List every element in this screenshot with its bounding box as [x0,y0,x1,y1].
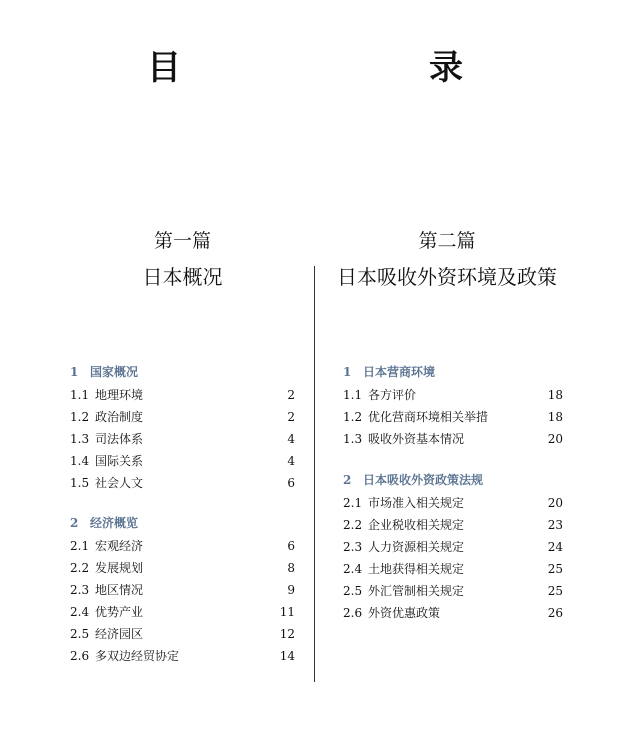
entry-page: 25 [547,562,563,576]
entry-page: 14 [279,649,295,663]
entry-page: 6 [287,539,295,553]
section-heading[interactable] [70,513,295,533]
entry-page: 24 [547,540,563,554]
entry-number: 2.5 [70,627,90,641]
toc-entry[interactable] [70,535,295,557]
section-number: 1 [343,365,352,379]
section-number: 2 [70,516,79,530]
entry-text: 政治制度 [95,410,144,424]
entry-number: 2.6 [343,606,363,620]
entry-number: 2.6 [70,649,90,663]
entry-page: 20 [547,496,563,510]
page-title: 目 录 [147,48,523,88]
toc-entry[interactable] [343,406,563,428]
entry-page: 4 [287,454,295,468]
entry-text: 司法体系 [95,432,144,446]
entry-number: 1.3 [343,432,363,446]
section-heading[interactable] [343,470,563,490]
entry-number: 2.2 [343,518,363,532]
entry-number: 1.2 [70,410,90,424]
entry-number: 1.4 [70,454,90,468]
entry-text: 地区情况 [95,583,144,597]
entry-text: 市场准入相关规定 [368,496,465,510]
entry-page: 23 [547,518,563,532]
entry-page: 6 [287,476,295,490]
toc-entry[interactable] [343,558,563,580]
part1-section-2 [70,513,295,667]
entry-number: 2.4 [343,562,363,576]
toc-entry[interactable] [70,579,295,601]
part1-title: 日本概况 [142,265,223,289]
entry-number: 2.3 [343,540,363,554]
toc-entry[interactable] [70,601,295,623]
entry-text: 各方评价 [368,388,417,402]
part2-column [337,226,563,624]
toc-entry[interactable] [343,492,563,514]
entry-number: 1.5 [70,476,90,490]
section-title: 日本吸收外资政策法规 [363,473,484,487]
part1-label: 第一篇 [153,230,211,252]
entry-text: 地理环境 [95,388,144,402]
entry-page: 8 [287,561,295,575]
toc-entry[interactable] [70,450,295,472]
toc-entry[interactable] [343,536,563,558]
part2-title: 日本吸收外资环境及政策 [337,265,557,289]
section-title: 经济概览 [90,516,139,530]
entry-page: 18 [547,410,563,424]
toc-entry[interactable] [343,384,563,406]
section-heading[interactable] [343,362,563,382]
entry-text: 企业税收相关规定 [368,518,465,532]
entry-number: 2.3 [70,583,90,597]
entry-text: 优势产业 [95,605,144,619]
section-heading[interactable] [70,362,295,382]
part1-column [70,226,295,667]
toc-entry[interactable] [70,645,295,667]
entry-number: 2.1 [70,539,90,553]
part2-section-2 [343,470,563,624]
entry-page: 9 [287,583,295,597]
entry-number: 2.5 [343,584,363,598]
entry-text: 多双边经贸协定 [95,649,180,663]
toc-entry[interactable] [70,428,295,450]
entry-text: 发展规划 [95,561,144,575]
entry-text: 人力资源相关规定 [368,540,465,554]
entry-number: 1.1 [70,388,90,402]
section-title: 日本营商环境 [363,365,436,379]
entry-page: 25 [547,584,563,598]
toc-entry[interactable] [70,623,295,645]
entry-text: 社会人文 [95,476,144,490]
entry-text: 土地获得相关规定 [368,562,465,576]
entry-page: 12 [279,627,295,641]
entry-text: 吸收外资基本情况 [368,432,465,446]
column-divider [314,266,315,682]
entry-text: 宏观经济 [95,539,144,553]
entry-number: 1.1 [343,388,363,402]
toc-entry[interactable] [70,557,295,579]
toc-entry[interactable] [343,602,563,624]
toc-entry[interactable] [70,406,295,428]
toc-entry[interactable] [343,514,563,536]
part2-section-1 [343,362,563,450]
section-number: 2 [343,473,352,487]
section-title: 国家概况 [90,365,139,379]
part1-section-1 [70,362,295,494]
entry-text: 优化营商环境相关举措 [368,410,489,424]
entry-number: 2.1 [343,496,363,510]
entry-page: 11 [279,605,295,619]
section-number: 1 [70,365,79,379]
entry-text: 外资优惠政策 [368,606,441,620]
entry-text: 经济园区 [95,627,144,641]
entry-page: 2 [287,388,295,402]
entry-text: 国际关系 [95,454,144,468]
entry-page: 20 [547,432,563,446]
entry-page: 4 [287,432,295,446]
toc-entry[interactable] [343,428,563,450]
entry-page: 2 [287,410,295,424]
entry-page: 18 [547,388,563,402]
toc-entry[interactable] [343,580,563,602]
toc-entry[interactable] [70,472,295,494]
part2-label: 第二篇 [418,230,476,252]
entry-number: 1.2 [343,410,363,424]
toc-entry[interactable] [70,384,295,406]
entry-text: 外汇管制相关规定 [368,584,465,598]
entry-page: 26 [547,606,563,620]
entry-number: 1.3 [70,432,90,446]
entry-number: 2.4 [70,605,90,619]
entry-number: 2.2 [70,561,90,575]
